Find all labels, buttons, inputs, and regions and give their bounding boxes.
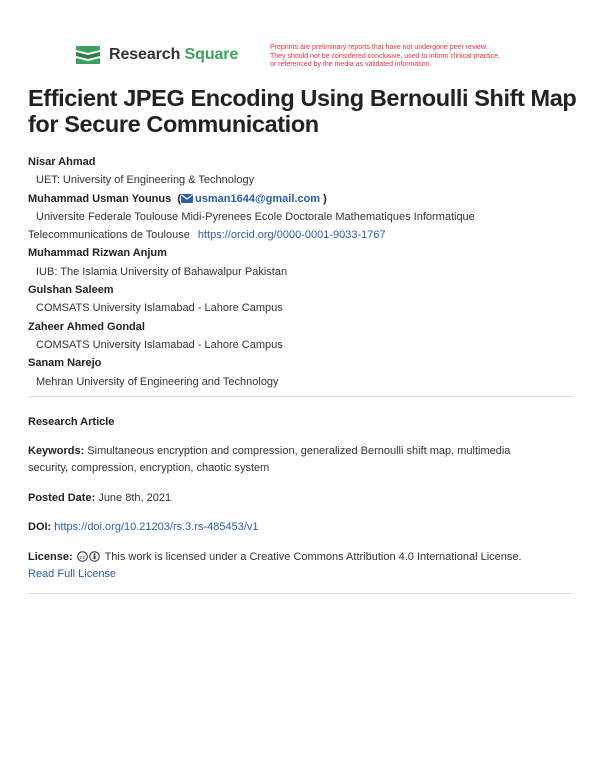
author-affiliation-continued <box>28 226 578 244</box>
article-type-label: Research Article <box>28 416 115 428</box>
creative-commons-icon <box>77 551 101 562</box>
author-affiliation: IUB: The Islamia University of Bahawalpur Pakistan <box>36 265 288 278</box>
author-name: Muhammad Usman Younus <box>28 192 172 205</box>
license-text: This work is licensed under a Creative Commons Attribution 4.0 International License. <box>104 551 522 563</box>
header <box>74 44 580 78</box>
brand-name-part2: Square <box>184 46 239 63</box>
article-type <box>28 414 576 431</box>
doi-label: DOI: <box>28 521 52 533</box>
divider <box>28 396 573 397</box>
keywords-label: Keywords: <box>28 445 85 457</box>
keywords-text: Simultaneous encryption and compression, generalized Bernoulli shift map, multimedia <box>87 445 511 457</box>
author-affiliation: UET: University of Engineering & Technology <box>36 174 255 187</box>
svg-text:cc: cc <box>79 554 86 561</box>
divider <box>28 593 573 594</box>
brand-name <box>109 46 238 64</box>
author-email-link[interactable]: usman1644@gmail.com <box>195 192 321 205</box>
posted-date <box>28 490 576 507</box>
notice-line: Preprints are preliminary reports that have not undergone peer review. <box>270 44 488 51</box>
doi-link[interactable]: https://doi.org/10.21203/rs.3.rs-485453/v1 <box>54 521 259 533</box>
author-name: Sanam Narejo <box>28 357 102 370</box>
keywords-text: security, compression, encryption, chaotic system <box>28 461 270 474</box>
author-affiliation: Telecommunications de Toulouse <box>28 229 190 242</box>
brand-name-part1: Research <box>109 46 185 63</box>
preprint-notice <box>270 44 570 70</box>
title-line: for Secure Communication <box>28 111 319 137</box>
author-name: Muhammad Rizwan Anjum <box>28 247 167 260</box>
keywords-section <box>28 443 576 476</box>
author-name: Nisar Ahmad <box>28 156 96 168</box>
author-affiliation: COMSATS University Islamabad - Lahore Campus <box>36 338 283 351</box>
corresponding-author: Muhammad Usman Younus ( usman1644@gmail.com ) <box>28 192 327 205</box>
author-name: Zaheer Ahmed Gondal <box>28 320 145 333</box>
license-label: License: <box>28 551 73 563</box>
research-square-logo-icon <box>74 44 102 66</box>
author-name: Gulshan Saleem <box>28 284 114 297</box>
author-affiliation: COMSATS University Islamabad - Lahore Campus <box>36 302 283 315</box>
posted-date-label: Posted Date: <box>28 492 96 504</box>
license-section <box>28 549 576 582</box>
author-affiliation: Universite Federale Toulouse Midi-Pyrenees Ecole Doctorale Mathematiques Informatique <box>36 210 475 223</box>
author-list <box>28 153 578 391</box>
read-full-license-link[interactable]: Read Full License <box>28 567 117 580</box>
research-square-logo[interactable] <box>74 44 238 66</box>
orcid-link[interactable]: https://orcid.org/0000-0001-9033-1767 <box>197 229 386 242</box>
envelope-icon <box>181 194 193 203</box>
notice-line: They should not be considered conclusive, used to inform clinical practice, <box>270 52 500 60</box>
author-affiliation: Mehran University of Engineering and Technology <box>36 375 279 388</box>
notice-line: or referenced by the media as validated information. <box>270 61 432 68</box>
posted-date-value: June 8th, 2021 <box>98 492 172 504</box>
title-line: Efficient JPEG Encoding Using Bernoulli Shift Map <box>28 85 577 111</box>
doi-section <box>28 519 576 536</box>
paper-title <box>28 85 578 137</box>
